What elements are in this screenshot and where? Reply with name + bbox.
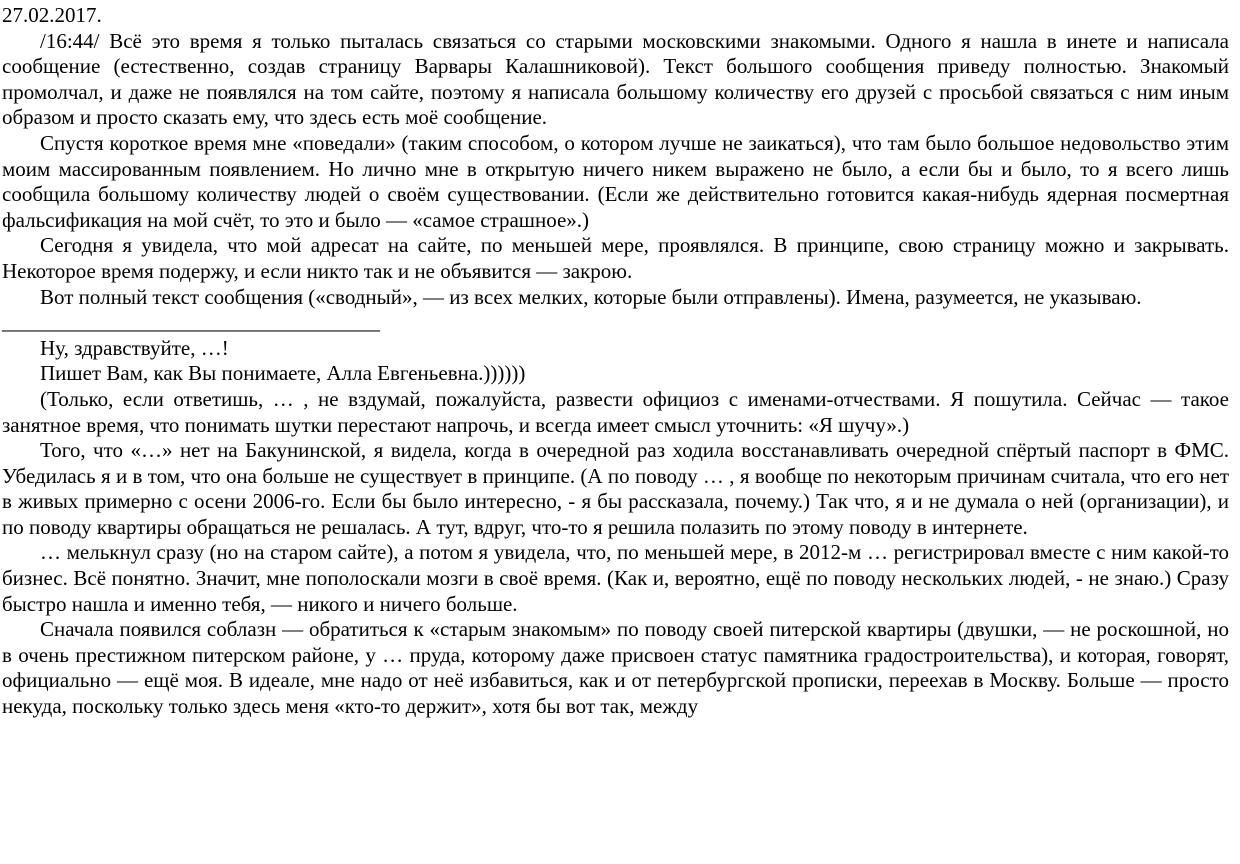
date-line: 27.02.2017. [2,3,102,27]
separator-line: ____________________________________ [2,310,380,335]
letter-signature-line: Пишет Вам, как Вы понимаете, Алла Евгеньевна.)))))) [40,361,526,386]
diary-paragraph-4: Вот полный текст сообщения («сводный», — из всех мелких, которые были отправлены). Имена, разумеется, не указываю. [40,284,1142,309]
letter-salutation: Ну, здравствуйте, …! [40,335,229,360]
letter-paragraph-4: Сначала появился соблазн — обратиться к «старым знакомым» по поводу своей питерской квартиры (двушки, — не роскошной, но в очень престижном питерском районе, у … пруда, которому даже присвоен статус памятника градостроительства), и которая, говорят, официально — ещё моя. В идеале, мне надо от неё избавиться, как и от петербургской прописки, переехав в Москву. Больше — просто некуда, поскольку только здесь меня «кто-то держит», хотя бы вот так, между [2,617,1229,719]
letter-paragraph-2: Того, что «…» нет на Бакунинской, я видела, когда в очередной раз ходила восстанавливать очередной спёртый паспорт в ФМС. Убедилась я и в том, что она больше не существует в принципе. (А по поводу … , я вообще по некоторым причинам считала, что его нет в живых примерно с осени 2006-го. Если бы было интересно, - я бы рассказала, почему.) Так что, я и не думала о ней (организации), и по поводу квартиры обращаться не решалась. А тут, вдруг, что-то я решила полазить по этому поводу в интернете. [2,438,1229,539]
diary-paragraph-3: Сегодня я увидела, что мой адресат на сайте, по меньшей мере, проявлялся. В принципе, свою страницу можно и закрывать. Некоторое время подержу, и если никто так и не объявится — закрою. [2,233,1229,283]
letter-paragraph-3: … мелькнул сразу (но на старом сайте), а потом я увидела, что, по меньшей мере, в 2012-м … регистрировал вместе с ним какой-то бизнес. Всё понятно. Значит, мне пополоскали мозги в своё время. (Как и, вероятно, ещё по поводу нескольких людей, - не знаю.) Сразу быстро нашла и именно тебя, — никого и ничего больше. [2,540,1229,616]
diary-paragraph-1: /16:44/ Всё это время я только пыталась связаться со старыми московскими знакомыми. Одного я нашла в инете и написала сообщение (естественно, создав страницу Варвары Калашниковой). Текст большого сообщения приведу полностью. Знакомый промолчал, и даже не появлялся на том сайте, поэтому я написала большому количеству его друзей с просьбой связаться с ним иным образом и просто сказать ему, что здесь есть моё сообщение. [2,28,1229,130]
letter-paragraph-1: (Только, если ответишь, … , не вздумай, пожалуйста, развести официоз с именами-отчествами. Я пошутила. Сейчас — такое занятное время, что понимать шутки перестают напрочь, и всегда имеет смысл уточнить: «Я шучу».) [2,386,1229,437]
diary-paragraph-2: Спустя короткое время мне «поведали» (таким способом, о котором лучше не заикаться), что там было большое недовольство этим моим массированным появлением. Но лично мне в открытую ничего никем выражено не было, а если бы и было, то я всего лишь сообщила большому количеству людей о своём существовании. (Если же действительно готовится какая-нибудь ядерная посмертная фальсификация на мой счёт, то это и было — «самое страшное».) [2,130,1229,232]
